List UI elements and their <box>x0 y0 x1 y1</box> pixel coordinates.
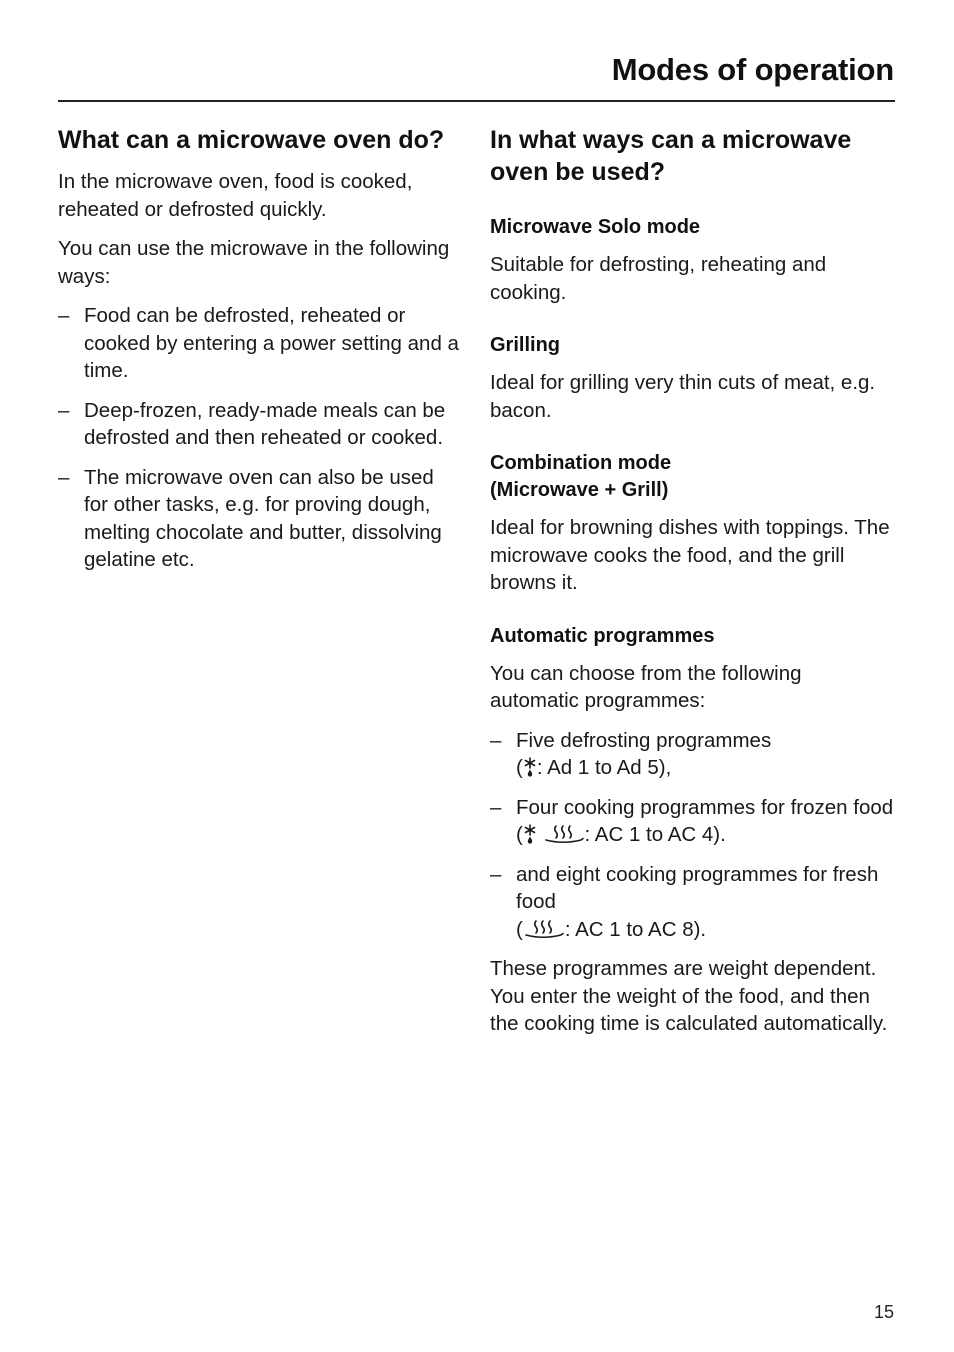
dash-bullet: – <box>58 465 70 489</box>
subheading-automatic-programmes: Automatic programmes <box>490 624 715 647</box>
subheading-combination: Combination mode (Microwave + Grill) <box>490 452 672 501</box>
dash-bullet: – <box>58 304 70 327</box>
subheading-microwave-solo: Microwave Solo mode <box>490 216 701 238</box>
page-number: 15 <box>873 1302 894 1322</box>
grilling-text: Ideal for grilling very thin cuts of meat, e.g. bacon. <box>490 371 876 422</box>
list-item: – Four cooking programmes for frozen food ( : AC 1 to AC 4). <box>490 795 894 846</box>
cooking-steam-icon <box>523 918 565 940</box>
closing-paragraph: These programmes are weight dependent. You enter the weight of the food, and then the cooking time is calculated automatically. <box>490 957 888 1035</box>
usage-list <box>58 302 463 574</box>
right-column <box>490 124 895 1050</box>
lead-paragraph: You can use the microwave in the following ways: <box>58 237 450 288</box>
cooking-steam-icon <box>543 823 585 845</box>
programmes-list <box>490 727 895 944</box>
list-item: – Food can be defrosted, reheated or cooked by entering a power setting and a time. <box>58 304 459 382</box>
left-column <box>58 124 463 586</box>
list-item: – Five defrosting programmes ( : Ad 1 to Ad 5), <box>490 728 772 779</box>
microwave-solo-text: Suitable for defrosting, reheating and cooking. <box>490 253 827 304</box>
section-heading-what-can: What can a microwave oven do? <box>58 126 445 154</box>
list-item: – and eight cooking programmes for fresh food ( : AC 1 to AC 8). <box>490 862 879 941</box>
subheading-grilling: Grilling <box>490 334 560 356</box>
dash-bullet: – <box>58 398 70 422</box>
header-divider <box>58 100 895 102</box>
list-item: – Deep-frozen, ready-made meals can be defrosted and then reheated or cooked. <box>58 398 446 449</box>
defrost-icon <box>523 756 537 778</box>
dash-bullet: – <box>490 862 502 886</box>
list-item: – The microwave oven can also be used for other tasks, e.g. for proving dough, melting chocolate and butter, dissolving gelatine etc. <box>58 465 442 571</box>
dash-bullet: – <box>490 795 502 819</box>
intro-paragraph: In the microwave oven, food is cooked, reheated or defrosted quickly. <box>58 170 413 221</box>
dash-bullet: – <box>490 728 502 752</box>
defrost-icon <box>523 823 537 845</box>
automatic-programmes-text: You can choose from the following automatic programmes: <box>490 661 802 712</box>
page-title: Modes of operation <box>611 52 894 87</box>
combination-text: Ideal for browning dishes with toppings. The microwave cooks the food, and the grill browns it. <box>490 516 890 594</box>
section-heading-ways-used: In what ways can a microwave oven be used? <box>490 126 852 186</box>
